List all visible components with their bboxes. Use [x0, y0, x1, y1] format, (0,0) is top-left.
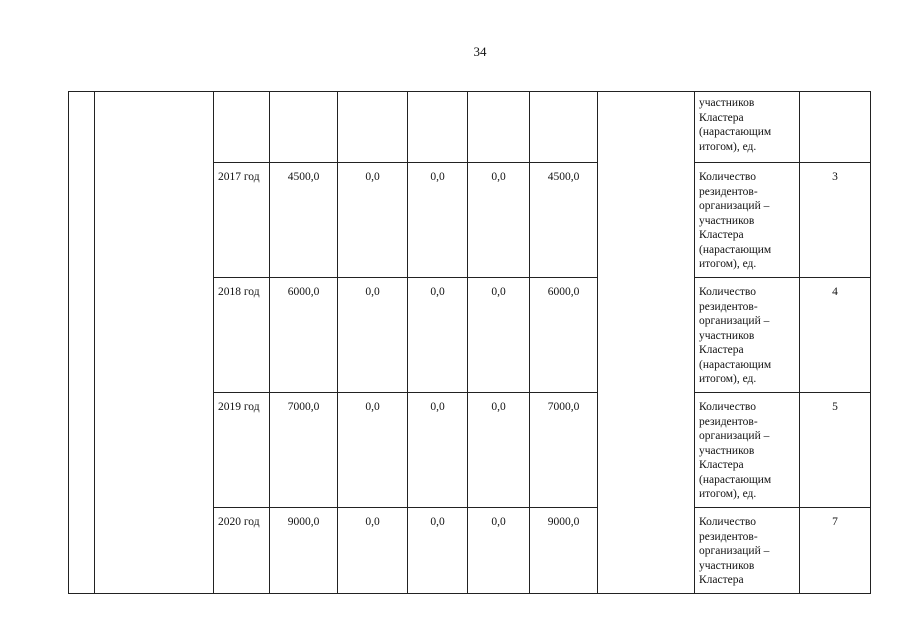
amount-cell: 0,0 — [468, 278, 530, 393]
amount-cell: 4500,0 — [530, 163, 598, 278]
year-cell: 2018 год — [214, 278, 270, 393]
amount-cell: 0,0 — [468, 163, 530, 278]
table-cell-empty — [214, 92, 270, 163]
indicator-value-cell: 5 — [800, 393, 871, 508]
indicator-cell: участников Кластера (нарастающим итогом), ед. — [695, 92, 800, 163]
amount-cell: 0,0 — [408, 163, 468, 278]
amount-cell: 0,0 — [338, 393, 408, 508]
amount-cell: 0,0 — [408, 278, 468, 393]
amount-cell: 0,0 — [338, 278, 408, 393]
amount-cell: 0,0 — [408, 393, 468, 508]
amount-cell: 0,0 — [468, 508, 530, 594]
indicator-cell: Количество резидентов-организаций – участников Кластера — [695, 508, 800, 594]
indicator-cell: Количество резидентов-организаций – участников Кластера (нарастающим итогом), ед. — [695, 393, 800, 508]
table-cell-empty — [530, 92, 598, 163]
table-cell-empty — [69, 92, 95, 594]
table-cell-empty — [408, 92, 468, 163]
amount-cell: 6000,0 — [270, 278, 338, 393]
amount-cell: 0,0 — [338, 163, 408, 278]
amount-cell: 9000,0 — [270, 508, 338, 594]
table-cell-empty — [270, 92, 338, 163]
indicator-value-cell: 7 — [800, 508, 871, 594]
table-cell-empty — [95, 92, 214, 594]
amount-cell: 9000,0 — [530, 508, 598, 594]
amount-cell: 0,0 — [408, 508, 468, 594]
table-cell-empty — [598, 92, 695, 594]
page-number: 34 — [473, 44, 487, 59]
amount-cell: 0,0 — [468, 393, 530, 508]
amount-cell: 0,0 — [338, 508, 408, 594]
table-cell-empty — [468, 92, 530, 163]
program-table — [68, 91, 871, 594]
indicator-cell: Количество резидентов-организаций – участников Кластера (нарастающим итогом), ед. — [695, 163, 800, 278]
amount-cell: 6000,0 — [530, 278, 598, 393]
indicator-cell: Количество резидентов-организаций – участников Кластера (нарастающим итогом), ед. — [695, 278, 800, 393]
table-row — [69, 92, 871, 163]
year-cell: 2020 год — [214, 508, 270, 594]
indicator-value-cell: 3 — [800, 163, 871, 278]
table-cell-empty — [800, 92, 871, 163]
year-cell: 2019 год — [214, 393, 270, 508]
year-cell: 2017 год — [214, 163, 270, 278]
amount-cell: 7000,0 — [530, 393, 598, 508]
indicator-value-cell: 4 — [800, 278, 871, 393]
table-cell-empty — [338, 92, 408, 163]
amount-cell: 4500,0 — [270, 163, 338, 278]
amount-cell: 7000,0 — [270, 393, 338, 508]
